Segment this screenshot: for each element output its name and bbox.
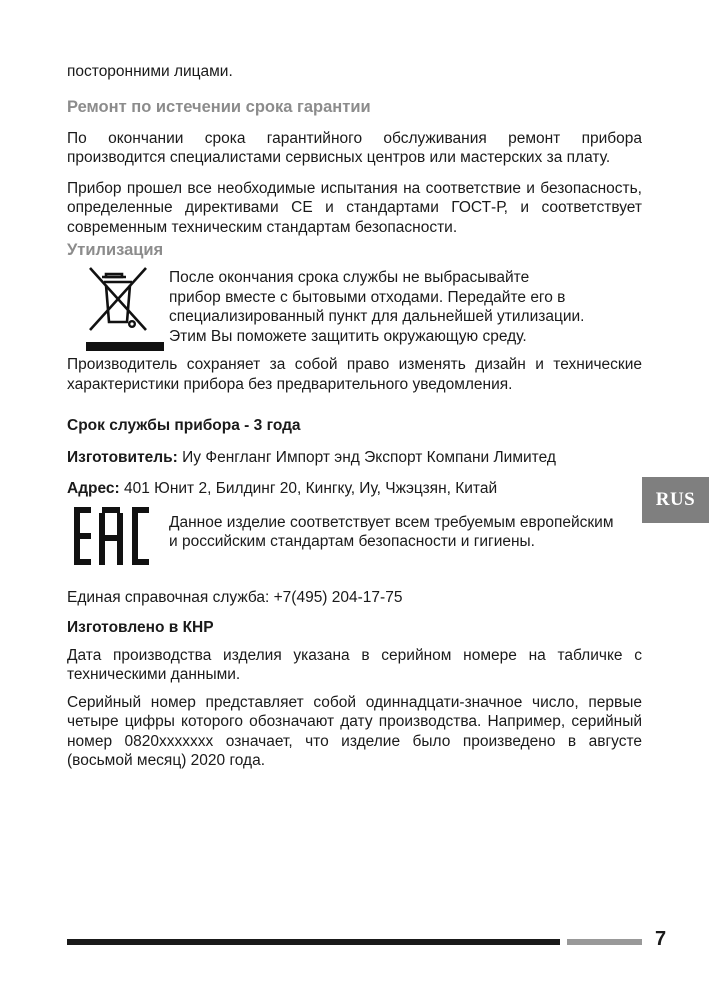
- repair-paragraph-1: По окончании срока гарантийного обслуживания ремонт прибора производится специалистами сервисных центров или мастерских за плату.: [67, 129, 642, 166]
- eac-line-2: и российским стандартам безопасности и гигиены.: [169, 533, 535, 550]
- made-in: Изготовлено в КНР: [67, 619, 214, 636]
- address-value: 401 Юнит 2, Билдинг 20, Кингку, Иу, Чжэцзян, Китай: [119, 480, 498, 497]
- address-line: [67, 479, 642, 499]
- disposal-block: [67, 264, 642, 357]
- footer-bar-dark: [67, 939, 560, 945]
- eac-mark-box: [67, 505, 169, 572]
- manufacturer-rights: Производитель сохраняет за собой право изменять дизайн и технические характеристики прибора без предварительного уведомления.: [67, 356, 642, 393]
- disposal-line-3: специализированный пункт для дальнейшей утилизации.: [169, 308, 585, 325]
- helpline: Единая справочная служба: +7(495) 204-17-75: [67, 588, 403, 606]
- page-content: [67, 62, 642, 771]
- eac-line-1: Данное изделие соответствует всем требуемым европейским: [169, 513, 614, 531]
- manufacturer-label: Изготовитель:: [67, 448, 178, 466]
- repair-paragraph-2: Прибор прошел все необходимые испытания на соответствие и безопасность, определенные директивами CE и стандартами ГОСТ-Р, и соответствует современным техническим стандартам безопасности.: [67, 179, 642, 236]
- intro-line: посторонними лицами.: [67, 63, 233, 80]
- serial-info: Серийный номер представляет собой одиннадцати-значное число, первые четыре цифры которого обозначают дату производства. Например, серийный номер 0820xxxxxxx означает, что изделие было произведено в августе (восьмой месяц) 2020 года.: [67, 693, 642, 769]
- manufacturer-value: Иу Фенгланг Импорт энд Экспорт Компани Лимитед: [177, 448, 556, 466]
- eac-text: [169, 505, 642, 552]
- crossed-bin-icon: [82, 264, 168, 352]
- language-tab: RUS: [642, 477, 709, 523]
- footer-bar-light: [567, 939, 642, 945]
- weee-icon-box: [67, 264, 169, 357]
- disposal-line-2: прибор вместе с бытовыми отходами. Передайте его в: [169, 288, 566, 306]
- eac-block: [67, 505, 642, 572]
- disposal-line-1: После окончания срока службы не выбрасывайте: [169, 269, 530, 286]
- service-life: Срок службы прибора - 3 года: [67, 417, 301, 434]
- page-number: 7: [655, 928, 667, 950]
- production-date: Дата производства изделия указана в серийном номере на табличке с техническими данными.: [67, 646, 642, 683]
- repair-heading: Ремонт по истечении срока гарантии: [67, 97, 371, 116]
- manufacturer-line: [67, 448, 642, 468]
- disposal-text: [169, 264, 642, 346]
- address-label: Адрес:: [67, 480, 120, 497]
- disposal-line-4: Этим Вы поможете защитить окружающую среду.: [169, 327, 527, 345]
- disposal-heading: Утилизация: [67, 241, 164, 259]
- eac-mark-icon: [72, 505, 152, 567]
